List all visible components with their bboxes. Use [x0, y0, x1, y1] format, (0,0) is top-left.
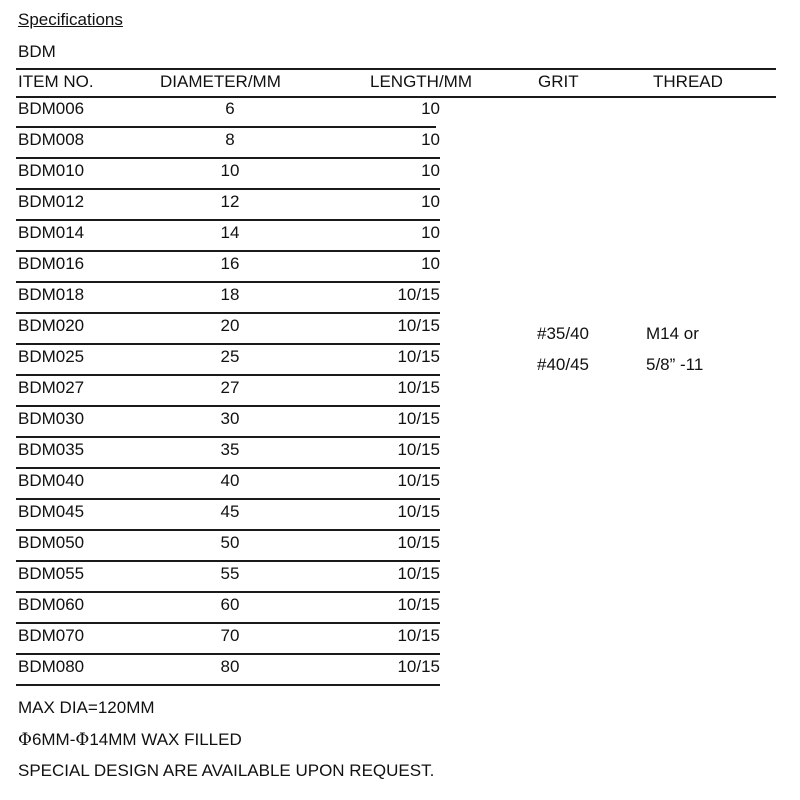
item-no-cell: BDM035 [18, 440, 85, 459]
phi-symbol: Φ [75, 730, 90, 750]
note-special-design: SPECIAL DESIGN ARE AVAILABLE UPON REQUEST. [18, 761, 435, 780]
diameter-cell: 55 [220, 564, 240, 583]
diameter-cell: 12 [220, 192, 240, 211]
series-label: BDM [18, 42, 56, 61]
header-diameter: DIAMETER/MM [160, 72, 281, 91]
length-cell: 10 [421, 254, 440, 273]
item-no-cell: BDM014 [18, 223, 85, 242]
length-cell: 10/15 [397, 316, 440, 335]
item-no-cell: BDM012 [18, 192, 85, 211]
length-cell: 10/15 [397, 409, 440, 428]
header-item-no: ITEM NO. [18, 72, 94, 91]
length-cell: 10/15 [397, 285, 440, 304]
length-cell: 10/15 [397, 657, 440, 676]
length-cell: 10/15 [397, 502, 440, 521]
diameter-cell: 25 [220, 347, 240, 366]
length-cell: 10/15 [397, 440, 440, 459]
diameter-cell: 10 [220, 161, 240, 180]
length-cell: 10 [421, 130, 440, 149]
diameter-cell: 30 [220, 409, 240, 428]
header-thread: THREAD [653, 72, 723, 91]
table-row [0, 624, 800, 655]
diameter-cell: 18 [220, 285, 240, 304]
header-grit: GRIT [538, 72, 579, 91]
table-row [0, 655, 800, 686]
grit-value-1: #35/40 [537, 324, 589, 343]
table-row [0, 221, 800, 252]
table-row [0, 531, 800, 562]
item-no-cell: BDM020 [18, 316, 85, 335]
item-no-cell: BDM008 [18, 130, 85, 149]
length-cell: 10 [421, 223, 440, 242]
item-no-cell: BDM080 [18, 657, 85, 676]
table-row [0, 97, 800, 128]
item-no-cell: BDM010 [18, 161, 85, 180]
item-no-cell: BDM040 [18, 471, 85, 490]
table-row [0, 128, 800, 159]
length-cell: 10 [421, 99, 440, 118]
item-no-cell: BDM018 [18, 285, 85, 304]
diameter-cell: 27 [220, 378, 240, 397]
table-top-rule [16, 68, 776, 70]
diameter-cell: 40 [220, 471, 240, 490]
diameter-cell: 60 [220, 595, 240, 614]
wax-range-start: 6MM- [31, 730, 76, 749]
item-no-cell: BDM027 [18, 378, 85, 397]
table-row [0, 500, 800, 531]
item-no-cell: BDM045 [18, 502, 85, 521]
phi-symbol: Φ [18, 730, 32, 750]
diameter-cell: 14 [220, 223, 240, 242]
table-row [0, 562, 800, 593]
wax-range-end: 14MM WAX FILLED [89, 730, 242, 749]
note-wax-filled [18, 730, 242, 750]
table-row [0, 159, 800, 190]
note-max-dia: MAX DIA=120MM [18, 698, 155, 717]
header-length: LENGTH/MM [370, 72, 472, 91]
item-no-cell: BDM025 [18, 347, 85, 366]
length-cell: 10 [421, 161, 440, 180]
table-row [0, 376, 800, 407]
row-rule [16, 684, 440, 686]
page-title: Specifications [18, 10, 123, 29]
length-cell: 10/15 [397, 626, 440, 645]
diameter-cell: 50 [220, 533, 240, 552]
length-cell: 10/15 [397, 471, 440, 490]
item-no-cell: BDM016 [18, 254, 85, 273]
thread-value-2: 5/8” -11 [646, 355, 704, 374]
table-row [0, 469, 800, 500]
diameter-cell: 6 [225, 99, 235, 118]
length-cell: 10/15 [397, 595, 440, 614]
length-cell: 10 [421, 192, 440, 211]
thread-value-1: M14 or [646, 324, 699, 343]
diameter-cell: 8 [225, 130, 235, 149]
table-row [0, 407, 800, 438]
item-no-cell: BDM050 [18, 533, 85, 552]
item-no-cell: BDM055 [18, 564, 85, 583]
diameter-cell: 80 [220, 657, 240, 676]
table-row [0, 283, 800, 314]
length-cell: 10/15 [397, 347, 440, 366]
diameter-cell: 20 [220, 316, 240, 335]
table-row [0, 593, 800, 624]
table-row [0, 252, 800, 283]
diameter-cell: 45 [220, 502, 240, 521]
diameter-cell: 70 [220, 626, 240, 645]
length-cell: 10/15 [397, 533, 440, 552]
diameter-cell: 16 [220, 254, 240, 273]
table-row [0, 438, 800, 469]
item-no-cell: BDM030 [18, 409, 85, 428]
length-cell: 10/15 [397, 564, 440, 583]
diameter-cell: 35 [220, 440, 240, 459]
table-row [0, 190, 800, 221]
grit-value-2: #40/45 [537, 355, 589, 374]
item-no-cell: BDM070 [18, 626, 85, 645]
item-no-cell: BDM006 [18, 99, 85, 118]
length-cell: 10/15 [397, 378, 440, 397]
item-no-cell: BDM060 [18, 595, 85, 614]
